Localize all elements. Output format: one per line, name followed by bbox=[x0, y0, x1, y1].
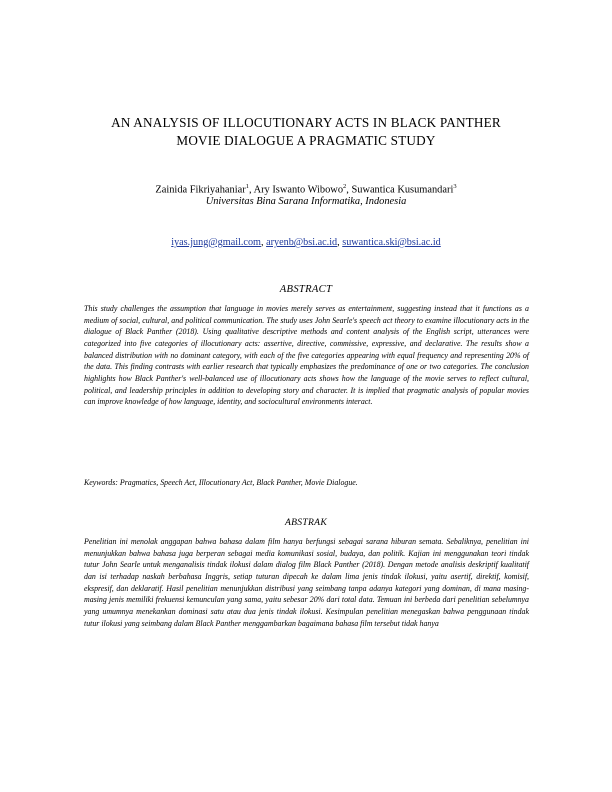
email-separator: , bbox=[260, 237, 267, 248]
affiliation: Universitas Bina Sarana Informatika, Indonesia bbox=[205, 196, 407, 207]
author-affiliation-mark: 2 bbox=[343, 183, 347, 190]
email-link[interactable]: iyas.jung@gmail.com bbox=[171, 237, 261, 248]
author-separator: , bbox=[346, 184, 352, 196]
keywords: Keywords: Pragmatics, Speech Act, Illocutionary Act, Black Panther, Movie Dialogue. bbox=[84, 478, 358, 487]
author-affiliation-mark: 1 bbox=[245, 183, 249, 190]
abstract-heading: ABSTRACT bbox=[279, 284, 333, 295]
author-name: Suwantica Kusumandari bbox=[351, 184, 454, 196]
title-line-2: MOVIE DIALOGUE A PRAGMATIC STUDY bbox=[176, 133, 436, 148]
email-list bbox=[60, 236, 552, 250]
author-name: Ary Iswanto Wibowo bbox=[253, 184, 344, 196]
author-separator: , bbox=[248, 184, 254, 196]
abstrak-heading: ABSTRAK bbox=[284, 517, 328, 528]
email-separator: , bbox=[337, 237, 343, 248]
author-name: Zainida Fikriyahaniar bbox=[155, 184, 246, 196]
email-link[interactable]: suwantica.ski@bsi.ac.id bbox=[342, 237, 441, 248]
author-affiliation-mark: 3 bbox=[453, 183, 457, 190]
abstrak-body: Penelitian ini menolak anggapan bahwa bahasa dalam film hanya berfungsi sebagai sarana hiburan semata. Sebaliknya, penelitian ini menunjukkan bahwa bahasa juga berperan sebagai media komunikasi sosial, budaya, dan politik. Kajian ini menggunakan teori tindak tutur John Searle untuk menganalisis tindak ilokusi dalam dialog film Black Panther (2018). Dengan metode analisis deskriptif kualitatif dan isi terhadap naskah berbahasa Inggris, setiap tuturan dipecah ke dalam lima jenis tindak ilokusi, yaitu asertif, direktif, komisif, ekspresif, dan deklaratif. Hasil penelitian menunjukkan distribusi yang seimbang tanpa adanya kategori yang dominan, di mana masing-masing jenis memiliki frekuensi kemunculan yang sama, yaitu sebesar 20% dari total data. Temuan ini berbeda dari penelitian sebelumnya yang umumnya menekankan dominasi satu atau dua jenis tindak ilokusi. Kesimpulan penelitian menegaskan bahwa penggunaan tindak tutur ilokusi yang seimbang dalam Black Panther menggambarkan bagaimana bahasa film tersebut tidak hanya bbox=[84, 537, 529, 628]
paper-title bbox=[60, 114, 552, 150]
email-link[interactable]: aryenb@bsi.ac.id bbox=[266, 237, 338, 248]
abstract-body: This study challenges the assumption that language in movies merely serves as entertainment, suggesting instead that it functions as a medium of social, cultural, and political communication. The study uses John Searle's speech act theory to examine illocutionary acts in the dialogue of Black Panther (2018). Using qualitative descriptive methods and content analysis of the English script, utterances were categorized into five categories of illocutionary acts: assertive, directive, commissive, expressive, and declarative. The results show a balanced distribution with no dominant category, with each of the five categories appearing with equal frequency and representing 20% of the data. This finding contrasts with earlier research that typically emphasizes the predominance of one or two categories. The conclusion highlights how Black Panther's well-balanced use of illocutionary acts shows how the language of the movie serves to reflect cultural, political, and leadership principles in addition to developing story and character. It is implied that pragmatic analysis of popular movies can improve knowledge of how language, identity, and sociocultural environments interact. bbox=[84, 304, 529, 407]
title-line-1: AN ANALYSIS OF ILLOCUTIONARY ACTS IN BLACK PANTHER bbox=[111, 115, 501, 130]
